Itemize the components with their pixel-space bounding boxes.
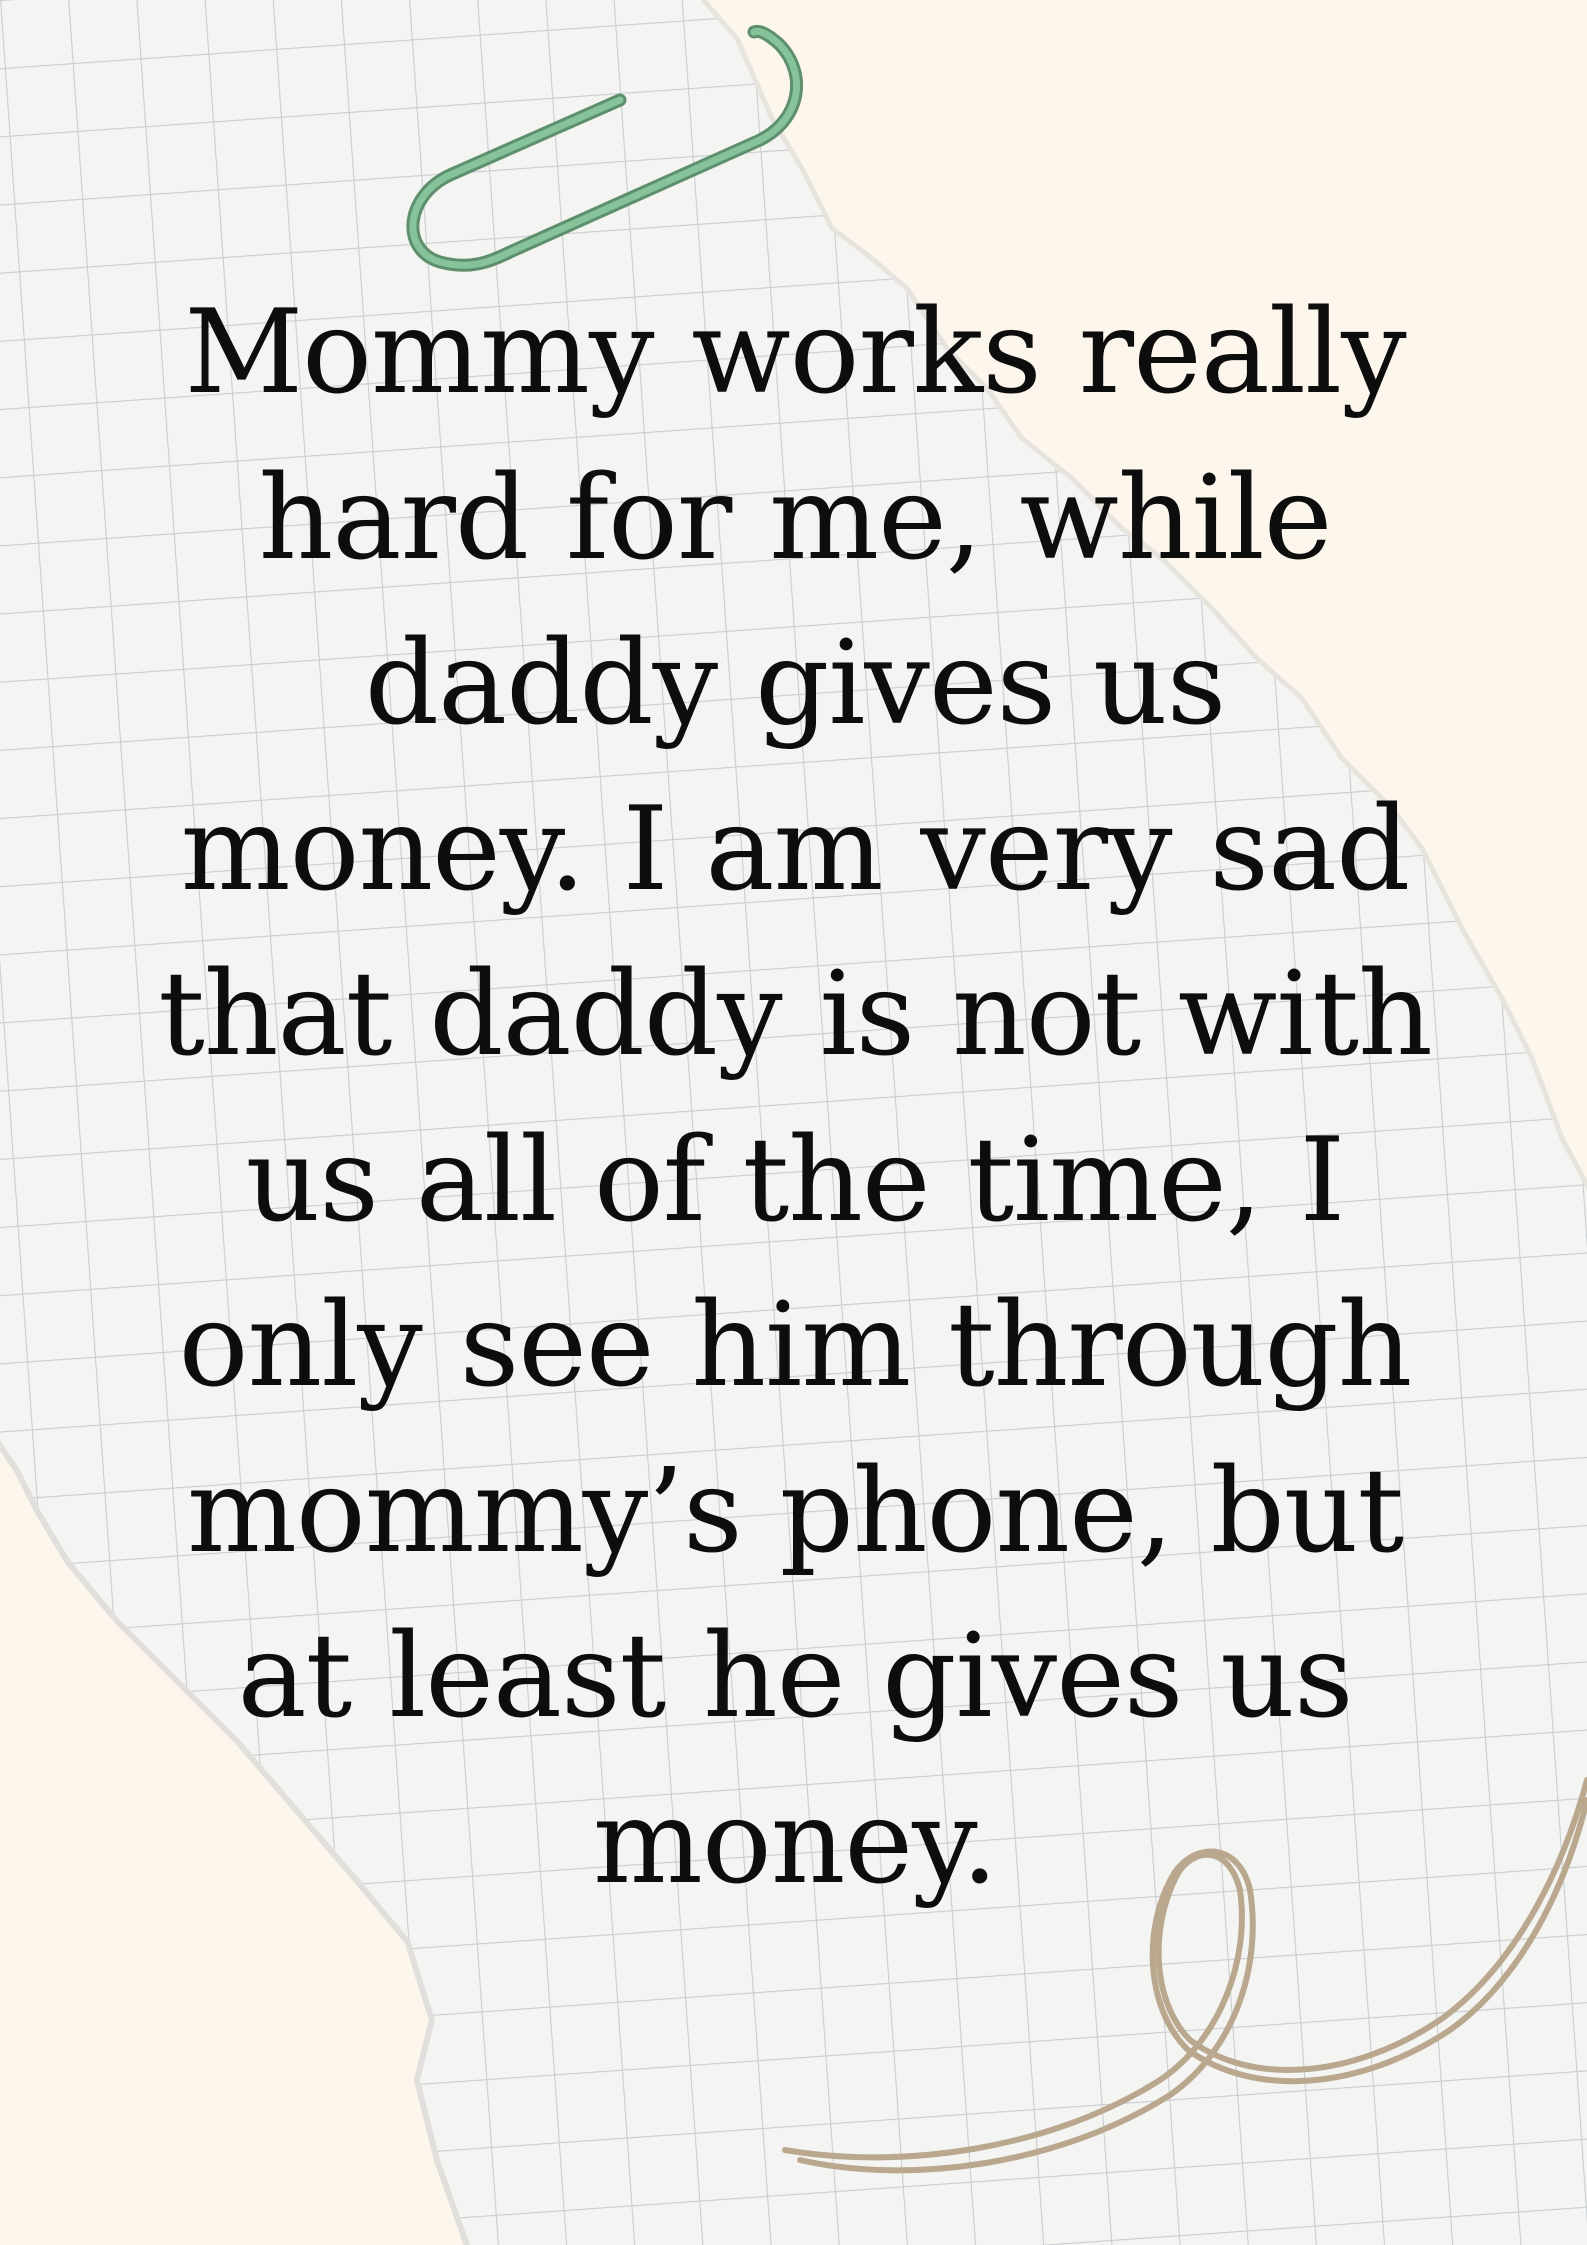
note-line-2: hard for me, while	[258, 450, 1332, 586]
note-text	[90, 270, 1500, 1925]
note-line-7: only see him through	[178, 1278, 1412, 1413]
note-line-3: daddy gives us	[364, 616, 1226, 751]
note-line-9: at least he gives us	[237, 1609, 1353, 1744]
note-line-8: mommy’s phone, but	[186, 1443, 1404, 1579]
note-line-4: money. I am very sad	[180, 781, 1410, 917]
note-line-1: Mommy works really	[184, 285, 1406, 420]
note-line-6: us all of the time, I	[245, 1112, 1345, 1248]
note-line-10: money.	[592, 1774, 998, 1910]
note-line-5: that daddy is not with	[158, 947, 1432, 1082]
